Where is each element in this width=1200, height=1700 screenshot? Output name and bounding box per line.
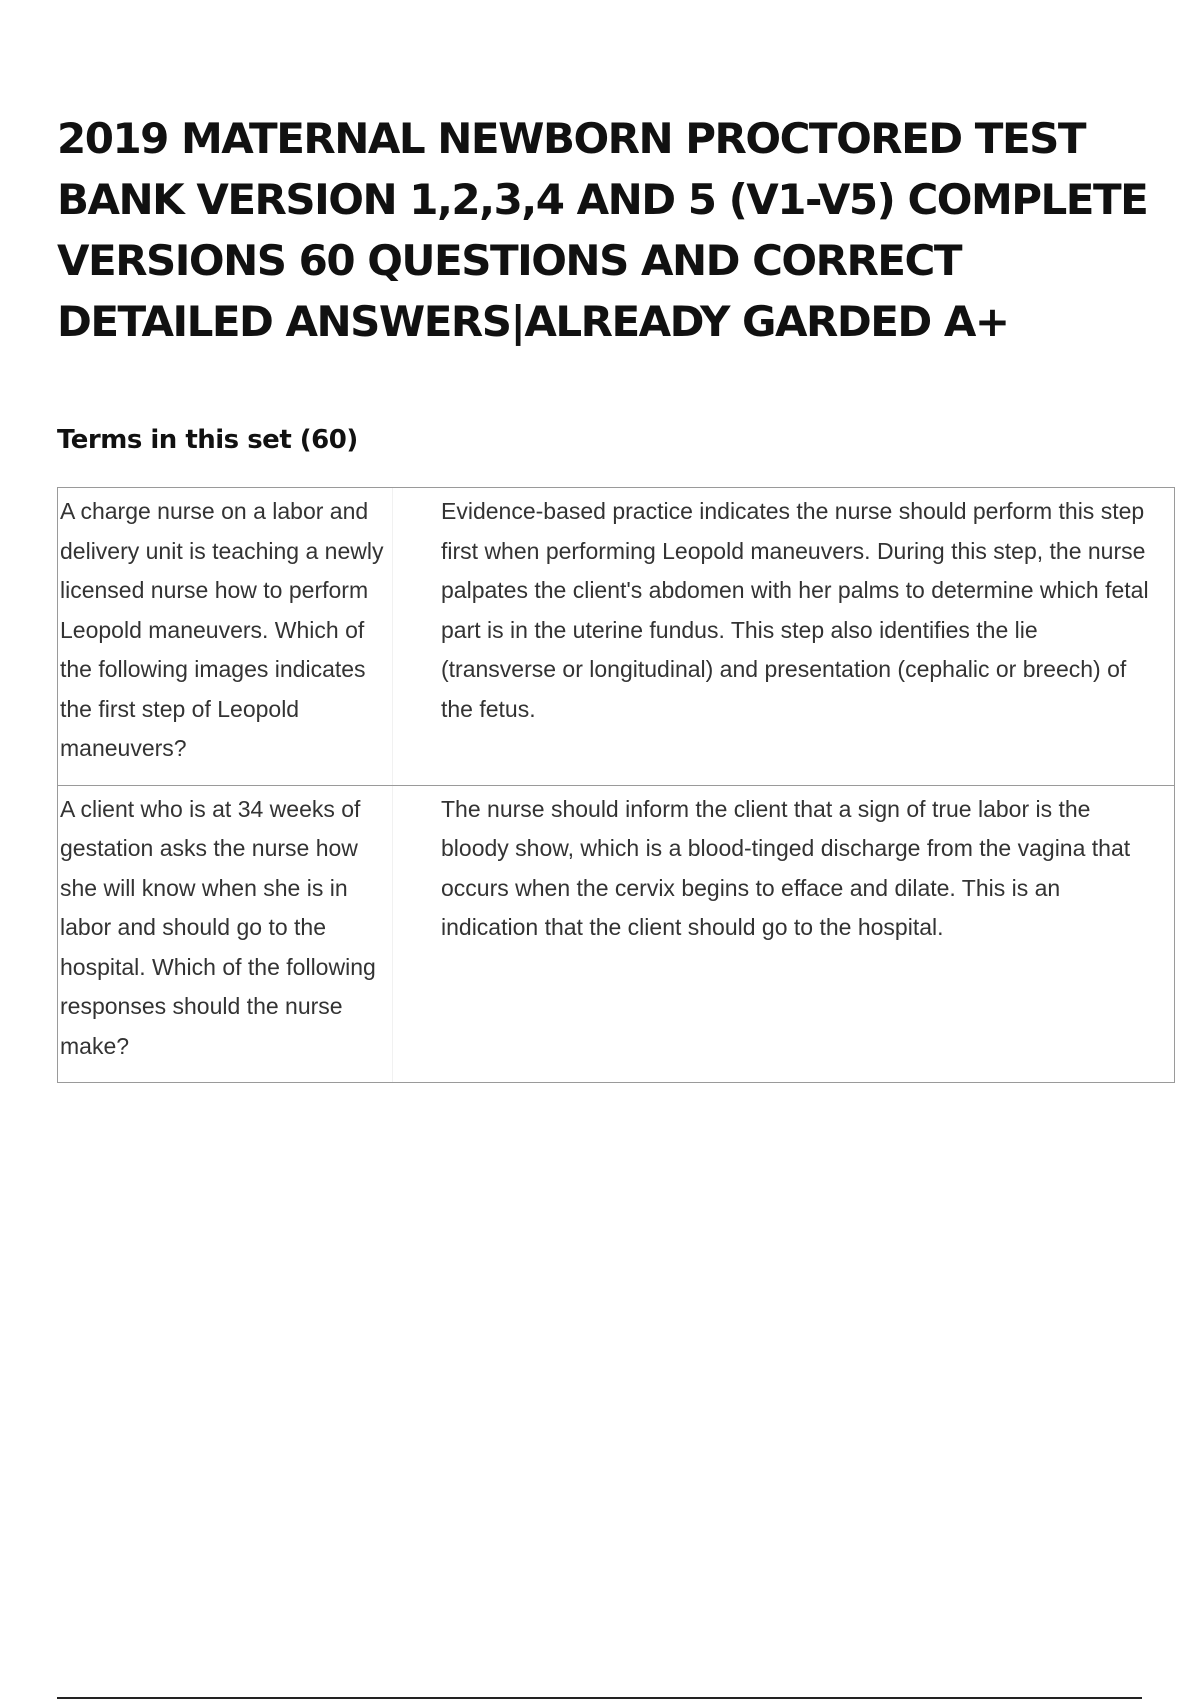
term-row (58, 785, 1174, 1083)
terms-heading: Terms in this set (60) (57, 425, 358, 455)
term-question: A client who is at 34 weeks of gestation asks the nurse how she will know when she is in labor and should go to the hospital. Which of the following responses should the nurse make? (58, 786, 393, 1083)
term-answer: Evidence-based practice indicates the nurse should perform this step first when performing Leopold maneuvers. During this step, the nurse palpates the client's abdomen with her palms to determine which fetal part is in the uterine fundus. This step also identifies the lie (transverse or longitudinal) and presentation (cephalic or breech) of the fetus. (441, 498, 1149, 722)
term-question: A charge nurse on a labor and delivery unit is teaching a newly licensed nurse how to perform Leopold maneuvers. Which of the following images indicates the first step of Leopold maneuvers? (58, 488, 393, 785)
term-answer: The nurse should inform the client that a sign of true labor is the bloody show, which is a blood-tinged discharge from the vagina that occurs when the cervix begins to efface and dilate. This is an indication that the client should go to the hospital. (441, 795, 1131, 940)
document-title: 2019 MATERNAL NEWBORN PROCTORED TEST BANK VERSION 1,2,3,4 AND 5 (V1-V5) COMPLETE VERSIONS 60 QUESTIONS AND CORRECT DETAILED ANSWERS|ALREADY GARDED A+ (57, 114, 1148, 346)
terms-table (57, 487, 1175, 1083)
term-row (58, 488, 1174, 785)
page-bottom-divider (57, 1697, 1142, 1699)
